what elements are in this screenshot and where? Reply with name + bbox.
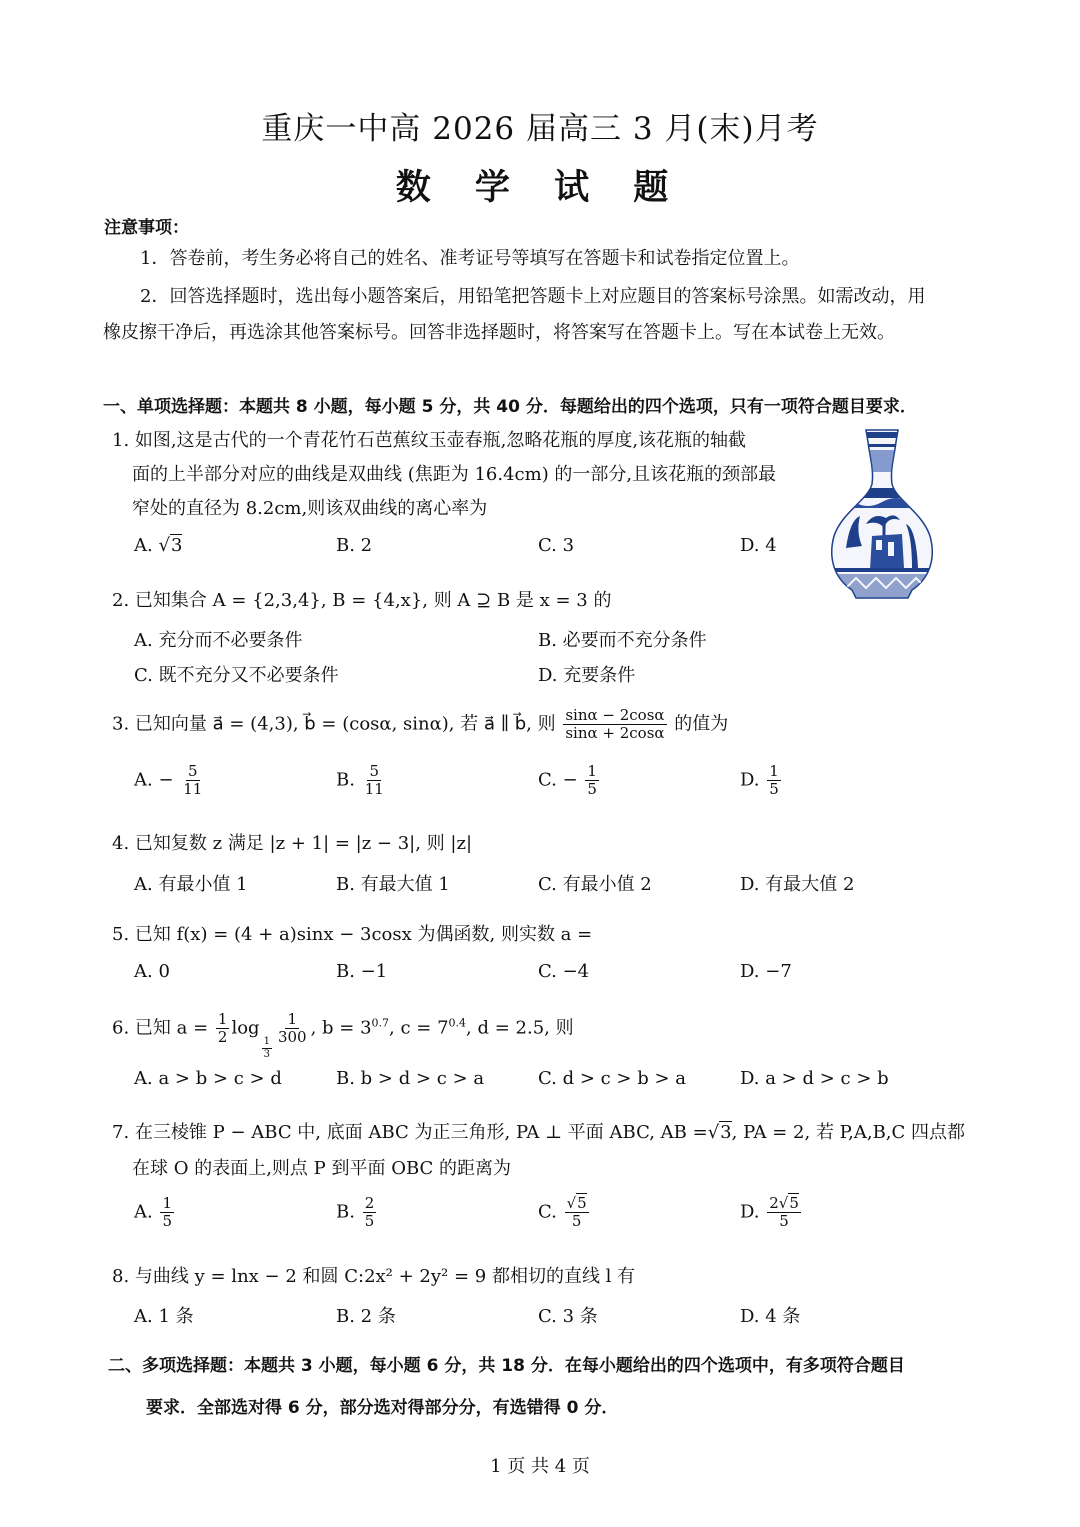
q3-prefix: 3. 已知向量 a⃗ = (4,3), b⃗ = (cosα, sinα), 若 a⃗ ∥ b⃗, 则	[112, 713, 556, 735]
q3-stem	[112, 708, 728, 741]
q6-log: log	[231, 1017, 260, 1039]
q1-line1: 1. 如图,这是古代的一个青花竹石芭蕉纹玉壶春瓶,忽略花瓶的厚度,该花瓶的轴截	[112, 430, 747, 451]
q6-log-base	[262, 1037, 272, 1060]
notes-item-2-line2: 橡皮擦干净后，再选涂其他答案标号。回答非选择题时，将答案写在答题卡上。写在本试卷上无效。	[103, 322, 895, 343]
q3-option-c-frac	[585, 764, 599, 797]
q4-option-c: C. 有最小值 2	[538, 874, 652, 895]
notes-heading: 注意事项：	[104, 218, 189, 238]
sqrt-symbol: √5	[778, 1194, 799, 1212]
q7-line2: 在球 O 的表面上,则点 P 到平面 OBC 的距离为	[132, 1158, 512, 1179]
q8-option-d: D. 4 条	[740, 1306, 801, 1327]
sqrt-symbol: √5	[566, 1194, 587, 1212]
q1-option-a	[134, 535, 182, 556]
q3-option-a-den: 11	[183, 780, 203, 798]
q1-option-d: D. 4	[740, 535, 777, 556]
q6-option-b: B. b > d > c > a	[336, 1068, 485, 1089]
q6-exp1: 0.7	[371, 1016, 390, 1030]
q2-option-b: B. 必要而不充分条件	[538, 630, 707, 651]
q1-line3: 窄处的直径为 8.2cm,则该双曲线的离心率为	[132, 498, 488, 519]
q3-option-a-num: 5	[188, 762, 198, 780]
q3-option-c-label: C. −	[538, 769, 578, 791]
q7-option-b	[336, 1196, 378, 1229]
q3-option-b-label: B.	[336, 769, 355, 791]
q8-option-c: C. 3 条	[538, 1306, 598, 1327]
q7-option-a	[134, 1196, 176, 1229]
q3-fraction	[563, 708, 666, 741]
q7-option-c-num	[565, 1196, 589, 1213]
q5-option-a: A. 0	[134, 961, 170, 982]
sqrt-symbol: √3	[707, 1122, 732, 1143]
q4-option-d: D. 有最大值 2	[740, 874, 855, 895]
q3-option-b-num: 5	[369, 762, 379, 780]
q1-line2: 面的上半部分对应的曲线是双曲线 (焦距为 16.4cm) 的一部分,且该花瓶的颈部最	[132, 464, 777, 485]
q6-exp2: 0.4	[448, 1016, 467, 1030]
q7-line1-post: , PA = 2, 若 P,A,B,C 四点都	[731, 1122, 966, 1143]
q6-frac-arg-den: 300	[277, 1028, 307, 1046]
q2-option-a: A. 充分而不必要条件	[134, 630, 303, 651]
q5-stem: 5. 已知 f(x) = (4 + a)sinx − 3cosx 为偶函数, 则实数 a =	[112, 924, 593, 945]
q3-option-b-frac	[363, 764, 386, 797]
q7-option-b-den: 5	[364, 1212, 375, 1230]
q6-prefix: 6. 已知 a =	[112, 1017, 209, 1039]
q3-suffix: 的值为	[674, 713, 729, 735]
q7-option-b-label: B.	[336, 1201, 355, 1223]
q8-option-b: B. 2 条	[336, 1306, 396, 1327]
q7-option-b-frac	[363, 1196, 377, 1229]
q6-frac-arg	[276, 1012, 309, 1045]
q7-option-c-den: 5	[571, 1212, 582, 1230]
q7-option-d-label: D.	[740, 1201, 760, 1223]
q2-stem: 2. 已知集合 A = {2,3,4}, B = {4,x}, 则 A ⊇ B 是 x = 3 的	[112, 590, 612, 611]
q1-option-a-radicand: 3	[170, 535, 183, 556]
notes-item-1: 1．答卷前，考生务必将自己的姓名、准考证号等填写在答题卡和试卷指定位置上。	[140, 248, 800, 269]
q6-option-d: D. a > d > c > b	[740, 1068, 889, 1089]
q7-option-c-frac	[565, 1196, 589, 1229]
q7-line1-radicand: 3	[720, 1122, 732, 1143]
q6-mid2: , c = 7	[389, 1017, 449, 1039]
q1-option-c: C. 3	[538, 535, 575, 556]
page-number: 1 页 共 4 页	[490, 1456, 590, 1477]
q7-option-d-coef: 2	[769, 1194, 779, 1212]
q6-option-a: A. a > b > c > d	[134, 1068, 282, 1089]
q6-stem	[112, 1012, 574, 1060]
q3-option-a-frac	[181, 764, 204, 797]
q3-option-c-num: 1	[587, 762, 597, 780]
page-subtitle: 数 学 试 题	[395, 167, 685, 208]
q3-option-d-num: 1	[769, 762, 779, 780]
q3-option-b-den: 11	[364, 780, 384, 798]
q3-fraction-den: sinα + 2cosα	[565, 724, 665, 742]
q3-option-d-den: 5	[769, 780, 779, 798]
q3-option-a	[134, 764, 206, 797]
q2-option-c: C. 既不充分又不必要条件	[134, 665, 339, 686]
q7-option-d-frac	[767, 1196, 801, 1229]
q5-option-b: B. −1	[336, 961, 388, 982]
page-title: 重庆一中高 2026 届高三 3 月(末)月考	[261, 111, 819, 147]
q7-option-c-radicand: 5	[577, 1194, 587, 1212]
q7-option-a-frac	[160, 1196, 174, 1229]
q5-option-d: D. −7	[740, 961, 792, 982]
q7-option-a-num: 1	[162, 1194, 173, 1212]
q7-option-a-label: A.	[134, 1201, 153, 1223]
q1-option-a-label: A.	[134, 535, 153, 556]
q1-option-b: B. 2	[336, 535, 373, 556]
q7-line1	[112, 1118, 965, 1144]
q3-option-d-label: D.	[740, 769, 760, 791]
notes-item-2-line1: 2．回答选择题时，选出每小题答案后，用铅笔把答题卡上对应题目的答案标号涂黑。如需改动，用	[140, 286, 926, 307]
q2-option-d: D. 充要条件	[538, 665, 636, 686]
q3-option-c	[538, 764, 601, 797]
section2-heading-line2: 要求．全部选对得 6 分，部分选对得部分分，有选错得 0 分．	[146, 1398, 619, 1418]
q3-option-d	[740, 764, 783, 797]
q5-option-c: C. −4	[538, 961, 590, 982]
q4-option-a: A. 有最小值 1	[134, 874, 248, 895]
q7-option-d-den: 5	[779, 1212, 789, 1230]
q4-option-b: B. 有最大值 1	[336, 874, 450, 895]
section2-heading-line1: 二、多项选择题：本题共 3 小题，每小题 6 分，共 18 分．在每小题给出的四个选项中，有多项符合题目	[108, 1356, 905, 1376]
q8-stem: 8. 与曲线 y = lnx − 2 和圆 C:2x² + 2y² = 9 都相切的直线 l 有	[112, 1266, 636, 1287]
q3-option-a-label: A. −	[134, 769, 174, 791]
q7-option-d-radicand: 5	[789, 1194, 799, 1212]
vase-image	[826, 428, 938, 600]
q8-option-a: A. 1 条	[134, 1306, 194, 1327]
q7-option-d-num	[767, 1196, 801, 1213]
section1-heading: 一、单项选择题：本题共 8 小题，每小题 5 分，共 40 分．每题给出的四个选项，只有一项符合题目要求．	[103, 397, 917, 417]
q3-option-c-den: 5	[587, 780, 597, 798]
q7-option-b-num: 2	[364, 1194, 375, 1212]
q6-option-c: C. d > c > b > a	[538, 1068, 687, 1089]
q7-option-c-label: C.	[538, 1201, 557, 1223]
q7-line1-pre: 7. 在三棱锥 P − ABC 中, 底面 ABC 为正三角形, PA ⊥ 平面 ABC, AB =	[112, 1122, 708, 1143]
q6-frac-half-den: 2	[217, 1028, 228, 1046]
q3-option-b	[336, 764, 388, 797]
q6-log-base-num: 1	[263, 1035, 270, 1047]
sqrt-symbol: √3	[158, 535, 183, 556]
q7-option-c	[538, 1196, 591, 1229]
q6-suffix: , d = 2.5, 则	[466, 1017, 574, 1039]
q6-mid: , b = 3	[310, 1017, 372, 1039]
q6-frac-arg-num: 1	[287, 1010, 298, 1028]
q7-option-a-den: 5	[162, 1212, 173, 1230]
q6-frac-half	[216, 1012, 230, 1045]
q7-option-d	[740, 1196, 803, 1229]
q6-frac-half-num: 1	[217, 1010, 228, 1028]
q6-log-base-den: 3	[263, 1048, 270, 1060]
q3-option-d-frac	[767, 764, 781, 797]
q4-stem: 4. 已知复数 z 满足 |z + 1| = |z − 3|, 则 |z|	[112, 833, 473, 854]
q3-fraction-num: sinα − 2cosα	[565, 706, 665, 724]
